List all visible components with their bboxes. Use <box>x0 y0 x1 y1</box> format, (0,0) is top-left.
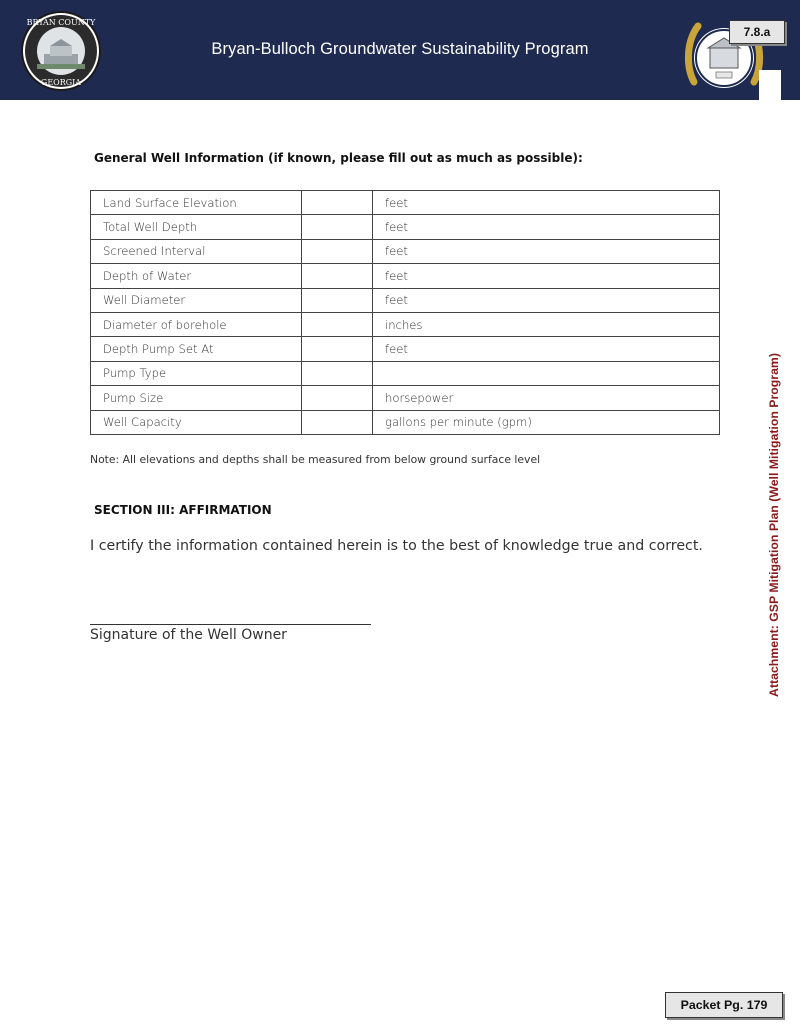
table-row <box>91 410 720 434</box>
row-label: Depth of Water <box>91 264 302 288</box>
svg-text:BRYAN COUNTY: BRYAN COUNTY <box>26 18 96 27</box>
table-row <box>91 337 720 361</box>
measurement-note: Note: All elevations and depths shall be measured from below ground surface level <box>90 453 541 466</box>
unit-label: feet <box>373 337 720 361</box>
value-field[interactable] <box>302 215 373 239</box>
table-row <box>91 191 720 215</box>
affirmation-statement: I certify the information contained herein is to the best of knowledge true and correct. <box>90 538 703 554</box>
table-row <box>91 239 720 263</box>
row-label: Pump Type <box>91 361 302 385</box>
table-row <box>91 288 720 312</box>
table-row <box>91 361 720 385</box>
signature-line[interactable] <box>90 624 371 625</box>
row-label: Screened Interval <box>91 239 302 263</box>
unit-label: gallons per minute (gpm) <box>373 410 720 434</box>
value-field[interactable] <box>302 361 373 385</box>
table-row <box>91 312 720 336</box>
agenda-item-tag: 7.8.a <box>729 20 785 44</box>
value-field[interactable] <box>302 410 373 434</box>
value-field[interactable] <box>302 239 373 263</box>
row-label: Total Well Depth <box>91 215 302 239</box>
row-label: Depth Pump Set At <box>91 337 302 361</box>
unit-label: feet <box>373 215 720 239</box>
table-row <box>91 264 720 288</box>
unit-label: feet <box>373 191 720 215</box>
row-label: Diameter of borehole <box>91 312 302 336</box>
attachment-side-label: Attachment: GSP Mitigation Plan (Well Mitigation Program) <box>767 353 781 697</box>
value-field[interactable] <box>302 288 373 312</box>
value-field[interactable] <box>302 386 373 410</box>
well-info-table <box>90 190 720 435</box>
row-label: Well Diameter <box>91 288 302 312</box>
unit-label: horsepower <box>373 386 720 410</box>
unit-label <box>373 361 720 385</box>
value-field[interactable] <box>302 312 373 336</box>
affirmation-heading: SECTION III: AFFIRMATION <box>94 503 272 517</box>
value-field[interactable] <box>302 264 373 288</box>
value-field[interactable] <box>302 191 373 215</box>
packet-page-badge: Packet Pg. 179 <box>665 992 783 1018</box>
unit-label: inches <box>373 312 720 336</box>
unit-label: feet <box>373 264 720 288</box>
row-label: Pump Size <box>91 386 302 410</box>
unit-label: feet <box>373 239 720 263</box>
table-row <box>91 386 720 410</box>
signature-label: Signature of the Well Owner <box>90 627 287 643</box>
general-well-info-heading: General Well Information (if known, please fill out as much as possible): <box>94 151 583 165</box>
page-title: Bryan-Bulloch Groundwater Sustainability Program <box>211 40 589 58</box>
value-field[interactable] <box>302 337 373 361</box>
row-label: Land Surface Elevation <box>91 191 302 215</box>
svg-text:GEORGIA: GEORGIA <box>40 78 82 87</box>
header-notch <box>759 70 781 103</box>
table-row <box>91 215 720 239</box>
row-label: Well Capacity <box>91 410 302 434</box>
unit-label: feet <box>373 288 720 312</box>
